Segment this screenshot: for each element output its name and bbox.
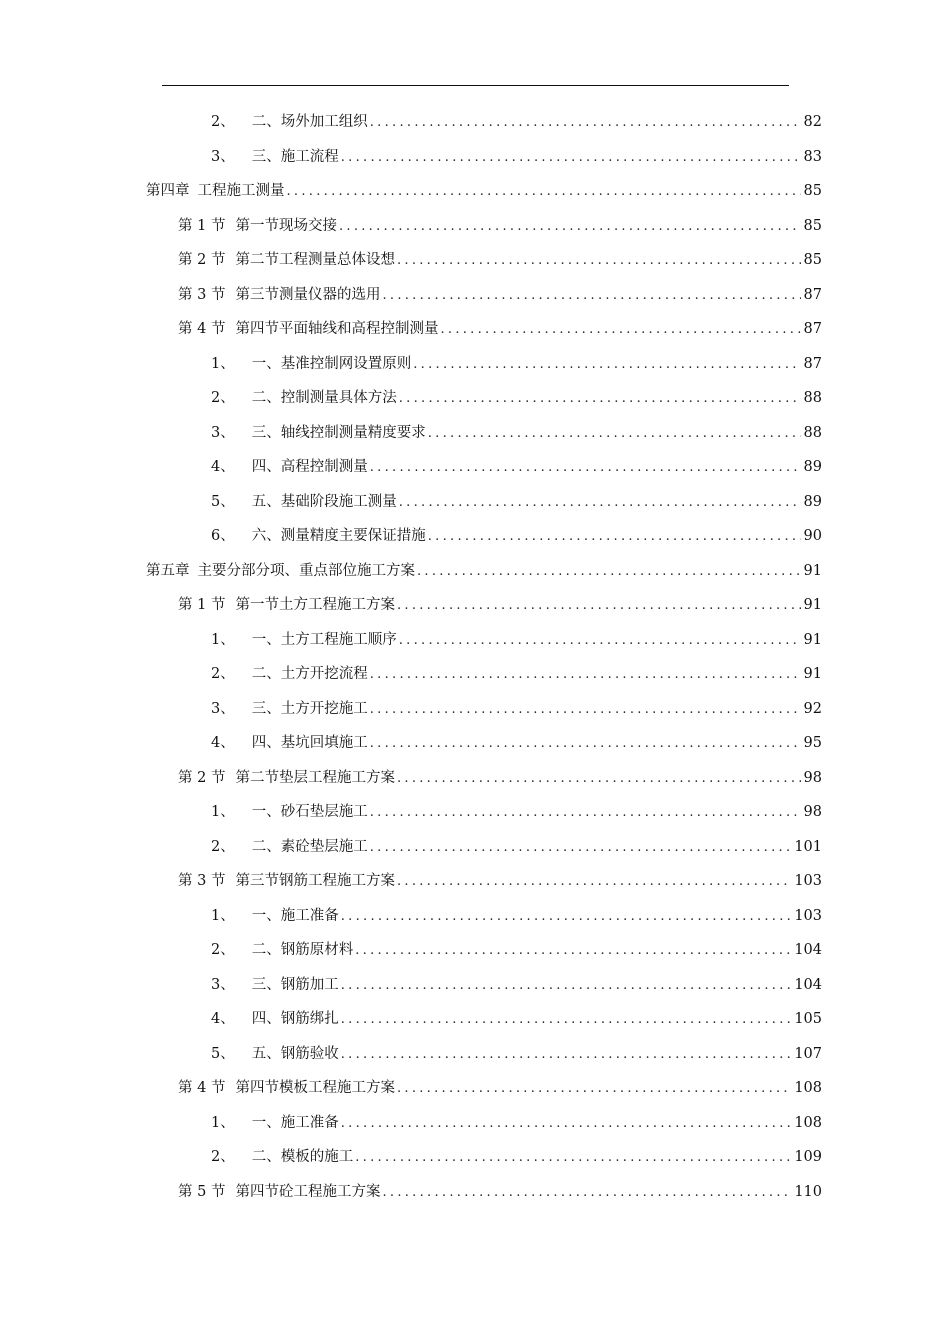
toc-entry-title: 一、土方工程施工顺序 bbox=[251, 632, 397, 648]
toc-page-number: 108 bbox=[794, 1080, 822, 1096]
toc-entry[interactable] bbox=[211, 146, 822, 168]
toc-page-number: 107 bbox=[794, 1046, 822, 1062]
toc-entry-number: 5、 bbox=[211, 1046, 235, 1062]
toc-entry[interactable] bbox=[211, 698, 822, 720]
toc-entry-number: 4、 bbox=[211, 735, 235, 751]
toc-entry-number: 4、 bbox=[211, 459, 235, 475]
toc-page-number: 88 bbox=[803, 390, 822, 406]
toc-entry-number: 1、 bbox=[211, 908, 235, 924]
toc-entry-number: 第四章 bbox=[146, 183, 190, 199]
toc-entry[interactable] bbox=[211, 1112, 822, 1134]
toc-page-number: 103 bbox=[794, 908, 822, 924]
toc-entry[interactable] bbox=[211, 387, 822, 409]
toc-entry-title: 第三节钢筋工程施工方案 bbox=[235, 873, 395, 889]
toc-dot-leader bbox=[397, 250, 801, 272]
toc-entry[interactable] bbox=[178, 318, 822, 340]
toc-entry-title: 二、土方开挖流程 bbox=[251, 666, 368, 682]
toc-dot-leader bbox=[287, 181, 801, 203]
toc-entry-number: 第 4 节 bbox=[178, 1080, 226, 1096]
toc-entry-number: 1、 bbox=[211, 1115, 235, 1131]
toc-dot-leader bbox=[370, 112, 801, 134]
toc-page-number: 82 bbox=[803, 114, 822, 130]
toc-entry-title: 二、控制测量具体方法 bbox=[251, 390, 397, 406]
toc-dot-leader bbox=[339, 216, 801, 238]
toc-entry-number: 2、 bbox=[211, 1149, 235, 1165]
toc-entry[interactable] bbox=[211, 905, 822, 927]
header-rule bbox=[162, 85, 789, 86]
toc-page-number: 110 bbox=[794, 1184, 822, 1200]
toc-page-number: 89 bbox=[803, 459, 822, 475]
toc-page-number: 104 bbox=[794, 942, 822, 958]
toc-entry-number: 第 4 节 bbox=[178, 321, 226, 337]
toc-page-number: 85 bbox=[803, 183, 822, 199]
toc-entry-title: 主要分部分项、重点部位施工方案 bbox=[197, 563, 415, 579]
toc-entry[interactable] bbox=[211, 353, 822, 375]
toc-entry-number: 2、 bbox=[211, 114, 235, 130]
toc-entry-title: 三、施工流程 bbox=[251, 149, 339, 165]
toc-entry[interactable] bbox=[178, 1181, 822, 1203]
toc-entry-number: 第 3 节 bbox=[178, 873, 226, 889]
toc-entry-title: 第四节平面轴线和高程控制测量 bbox=[235, 321, 439, 337]
toc-dot-leader bbox=[341, 1044, 792, 1066]
toc-dot-leader bbox=[428, 526, 801, 548]
toc-entry-number: 2、 bbox=[211, 942, 235, 958]
toc-dot-leader bbox=[370, 457, 801, 479]
toc-dot-leader bbox=[440, 319, 800, 341]
toc-entry-title: 四、高程控制测量 bbox=[251, 459, 368, 475]
toc-entry[interactable] bbox=[211, 422, 822, 444]
toc-entry-title: 二、场外加工组织 bbox=[251, 114, 368, 130]
toc-entry[interactable] bbox=[211, 491, 822, 513]
toc-dot-leader bbox=[341, 147, 801, 169]
toc-entry-title: 六、测量精度主要保证措施 bbox=[251, 528, 426, 544]
toc-entry[interactable] bbox=[211, 974, 822, 996]
toc-entry-number: 第 5 节 bbox=[178, 1184, 226, 1200]
toc-page-number: 92 bbox=[803, 701, 822, 717]
toc-entry-number: 3、 bbox=[211, 149, 235, 165]
toc-page-number: 108 bbox=[794, 1115, 822, 1131]
toc-entry-title: 五、钢筋验收 bbox=[251, 1046, 339, 1062]
toc-entry[interactable] bbox=[211, 732, 822, 754]
toc-dot-leader bbox=[355, 940, 791, 962]
toc-entry-title: 一、砂石垫层施工 bbox=[251, 804, 368, 820]
toc-page-number: 87 bbox=[803, 321, 822, 337]
toc-page-number: 98 bbox=[803, 770, 822, 786]
toc-dot-leader bbox=[397, 595, 801, 617]
toc-entry[interactable] bbox=[211, 456, 822, 478]
toc-entry-title: 四、钢筋绑扎 bbox=[251, 1011, 339, 1027]
toc-page-number: 101 bbox=[794, 839, 822, 855]
toc-entry-number: 2、 bbox=[211, 839, 235, 855]
toc-page-number: 105 bbox=[794, 1011, 822, 1027]
toc-page-number: 109 bbox=[794, 1149, 822, 1165]
toc-entry-title: 第一节现场交接 bbox=[235, 218, 337, 234]
toc-entry-number: 第 2 节 bbox=[178, 770, 226, 786]
toc-entry-number: 5、 bbox=[211, 494, 235, 510]
toc-entry-title: 第三节测量仪器的选用 bbox=[235, 287, 381, 303]
toc-dot-leader bbox=[341, 975, 792, 997]
toc-entry-title: 第二节垫层工程施工方案 bbox=[235, 770, 395, 786]
toc-dot-leader bbox=[413, 354, 800, 376]
toc-entry[interactable] bbox=[146, 560, 822, 582]
toc-dot-leader bbox=[370, 664, 801, 686]
toc-entry-number: 3、 bbox=[211, 425, 235, 441]
toc-entry[interactable] bbox=[178, 767, 822, 789]
toc-page-number: 85 bbox=[803, 218, 822, 234]
toc-entry[interactable] bbox=[211, 801, 822, 823]
toc-entry[interactable] bbox=[178, 215, 822, 237]
toc-dot-leader bbox=[341, 1113, 792, 1135]
toc-page-number: 91 bbox=[803, 632, 822, 648]
toc-entry-title: 三、钢筋加工 bbox=[251, 977, 339, 993]
toc-page-number: 91 bbox=[803, 666, 822, 682]
toc-entry-title: 第一节土方工程施工方案 bbox=[235, 597, 395, 613]
toc-entry[interactable] bbox=[146, 180, 822, 202]
toc-entry-number: 第五章 bbox=[146, 563, 190, 579]
toc-dot-leader bbox=[399, 492, 801, 514]
toc-entry-title: 三、轴线控制测量精度要求 bbox=[251, 425, 426, 441]
toc-dot-leader bbox=[417, 561, 801, 583]
toc-entry[interactable] bbox=[178, 284, 822, 306]
toc-entry-title: 二、模板的施工 bbox=[251, 1149, 354, 1165]
toc-entry[interactable] bbox=[178, 1077, 822, 1099]
toc-dot-leader bbox=[382, 285, 800, 307]
toc-page-number: 103 bbox=[794, 873, 822, 889]
toc-dot-leader bbox=[382, 1182, 791, 1204]
toc-dot-leader bbox=[399, 630, 801, 652]
toc-entry[interactable] bbox=[211, 111, 822, 133]
toc-page-number: 104 bbox=[794, 977, 822, 993]
toc-entry-number: 1、 bbox=[211, 632, 235, 648]
toc-entry-number: 第 1 节 bbox=[178, 597, 226, 613]
toc-entry[interactable] bbox=[211, 629, 822, 651]
toc-entry-title: 一、施工准备 bbox=[251, 1115, 339, 1131]
toc-entry-title: 四、基坑回填施工 bbox=[251, 735, 368, 751]
toc-entry-number: 第 2 节 bbox=[178, 252, 226, 268]
toc-entry-title: 第四节模板工程施工方案 bbox=[235, 1080, 395, 1096]
toc-entry-number: 4、 bbox=[211, 1011, 235, 1027]
toc-entry-number: 3、 bbox=[211, 977, 235, 993]
toc-entry[interactable] bbox=[178, 870, 822, 892]
toc-dot-leader bbox=[397, 768, 801, 790]
toc-entry[interactable] bbox=[211, 525, 822, 547]
toc-page-number: 87 bbox=[803, 356, 822, 372]
toc-dot-leader bbox=[397, 871, 791, 893]
toc-page-number: 85 bbox=[803, 252, 822, 268]
toc-page-number: 87 bbox=[803, 287, 822, 303]
toc-dot-leader bbox=[428, 423, 801, 445]
toc-entry[interactable] bbox=[178, 594, 822, 616]
toc-dot-leader bbox=[399, 388, 801, 410]
toc-entry-title: 五、基础阶段施工测量 bbox=[251, 494, 397, 510]
toc-entry[interactable] bbox=[178, 249, 822, 271]
toc-entry-title: 第二节工程测量总体设想 bbox=[235, 252, 395, 268]
toc-entry-title: 三、土方开挖施工 bbox=[251, 701, 368, 717]
toc-entry-title: 第四节砼工程施工方案 bbox=[235, 1184, 381, 1200]
toc-entry-title: 一、基准控制网设置原则 bbox=[251, 356, 412, 372]
toc-dot-leader bbox=[370, 699, 801, 721]
toc-entry[interactable] bbox=[211, 663, 822, 685]
toc-entry-title: 二、钢筋原材料 bbox=[251, 942, 354, 958]
toc-entry-number: 2、 bbox=[211, 666, 235, 682]
toc-entry-number: 2、 bbox=[211, 390, 235, 406]
toc-entry-number: 1、 bbox=[211, 356, 235, 372]
toc-dot-leader bbox=[341, 906, 792, 928]
toc-page-number: 98 bbox=[803, 804, 822, 820]
toc-dot-leader bbox=[370, 802, 801, 824]
toc-dot-leader bbox=[341, 1009, 792, 1031]
toc-entry[interactable] bbox=[211, 939, 822, 961]
toc-page-number: 91 bbox=[803, 563, 822, 579]
toc-entry-number: 1、 bbox=[211, 804, 235, 820]
toc-page-number: 83 bbox=[803, 149, 822, 165]
toc-entry[interactable] bbox=[211, 836, 822, 858]
toc-entry[interactable] bbox=[211, 1043, 822, 1065]
toc-entry-title: 一、施工准备 bbox=[251, 908, 339, 924]
toc-dot-leader bbox=[370, 837, 792, 859]
toc-entry[interactable] bbox=[211, 1008, 822, 1030]
toc-entry-title: 工程施工测量 bbox=[197, 183, 285, 199]
toc-dot-leader bbox=[397, 1078, 791, 1100]
toc-entry[interactable] bbox=[211, 1146, 822, 1168]
toc-dot-leader bbox=[355, 1147, 791, 1169]
toc-entry-number: 第 1 节 bbox=[178, 218, 226, 234]
toc-page-number: 88 bbox=[803, 425, 822, 441]
toc-page-number: 95 bbox=[803, 735, 822, 751]
toc-page-number: 91 bbox=[803, 597, 822, 613]
toc-dot-leader bbox=[370, 733, 801, 755]
toc-entry-number: 第 3 节 bbox=[178, 287, 226, 303]
toc-page-number: 89 bbox=[803, 494, 822, 510]
toc-entry-number: 6、 bbox=[211, 528, 235, 544]
toc-entry-title: 二、素砼垫层施工 bbox=[251, 839, 368, 855]
toc-entry-number: 3、 bbox=[211, 701, 235, 717]
toc-page-number: 90 bbox=[803, 528, 822, 544]
